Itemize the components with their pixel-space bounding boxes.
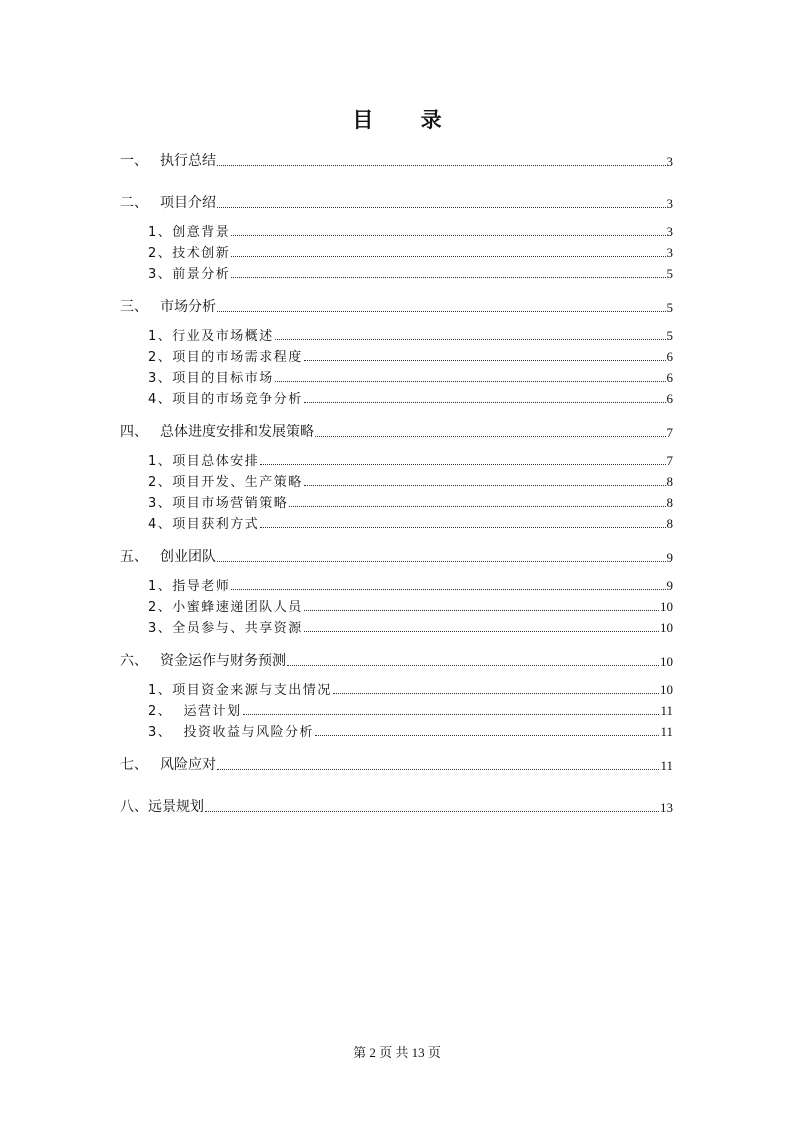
dot-leader: [333, 693, 659, 694]
toc-entry-title: 前景分析: [172, 267, 231, 282]
toc-page-number: 11: [660, 724, 673, 739]
toc-entry-title: 资金运作与财务预测: [160, 653, 286, 669]
toc-page-number: 6: [666, 370, 673, 385]
toc-page-number: 11: [660, 758, 673, 773]
dot-leader: [275, 339, 666, 340]
toc-entry-title: 远景规划: [148, 799, 204, 815]
toc-entry-number: 二、: [120, 195, 148, 211]
dot-leader: [231, 235, 665, 236]
toc-subsection-entry[interactable]: [148, 574, 673, 594]
dot-leader: [231, 589, 665, 590]
toc-entry-title: 小蜜蜂速递团队人员: [172, 600, 303, 615]
toc-page-number: 6: [666, 391, 673, 406]
toc-entry-title: 创业团队: [160, 549, 216, 565]
toc-subsection-entry[interactable]: [148, 720, 673, 740]
dot-leader: [275, 381, 666, 382]
toc-entry-number: 3、: [148, 496, 173, 511]
dot-leader: [217, 165, 666, 166]
dot-leader: [217, 207, 666, 208]
toc-section-entry[interactable]: [120, 296, 673, 316]
toc-subsection-entry[interactable]: [148, 678, 673, 698]
toc-subsection-entry[interactable]: [148, 699, 673, 719]
dot-leader: [217, 311, 666, 312]
toc-subsection-entry[interactable]: [148, 470, 673, 490]
dot-leader: [287, 665, 659, 666]
toc-page-number: 10: [660, 620, 673, 635]
dot-leader: [304, 631, 659, 632]
toc-entry-number: 七、: [120, 757, 148, 773]
toc-page-number: 8: [666, 474, 673, 489]
toc-entry-number: 五、: [120, 549, 148, 565]
toc-entry-number: 4、: [148, 517, 173, 532]
toc-subsection-entry[interactable]: [148, 262, 673, 282]
toc-entry-title: 项目的目标市场: [172, 371, 274, 386]
toc-page-number: 13: [660, 800, 673, 815]
toc-entry-number: 1、: [148, 225, 173, 240]
toc-page-number: 8: [666, 516, 673, 531]
toc-entry-title: 项目开发、生产策略: [172, 475, 303, 490]
toc-entry-title: 总体进度安排和发展策略: [160, 424, 314, 440]
dot-leader: [289, 506, 665, 507]
toc-subsection-entry[interactable]: [148, 595, 673, 615]
dot-leader: [231, 277, 665, 278]
toc-subsection-entry[interactable]: [148, 387, 673, 407]
toc-page-number: 3: [666, 196, 673, 211]
dot-leader: [217, 769, 659, 770]
toc-entry-title: 项目市场营销策略: [172, 496, 289, 511]
toc-entry-number: 2、: [148, 600, 173, 615]
toc-entry-number: 3、: [148, 725, 173, 740]
toc-entry-number: 四、: [120, 424, 148, 440]
toc-subsection-entry[interactable]: [148, 220, 673, 240]
toc-page-number: 10: [660, 682, 673, 697]
toc-page-number: 3: [666, 154, 673, 169]
toc-page-number: 8: [666, 495, 673, 510]
dot-leader: [304, 610, 659, 611]
toc-entry-title: 指导老师: [172, 579, 231, 594]
toc-entry-title: 风险应对: [160, 757, 216, 773]
toc-entry-title: 项目的市场需求程度: [172, 350, 303, 365]
toc-entry-number: 1、: [148, 683, 173, 698]
toc-entry-number: 六、: [120, 653, 148, 669]
dot-leader: [205, 811, 659, 812]
toc-subsection-entry[interactable]: [148, 616, 673, 636]
toc-page-number: 10: [660, 654, 673, 669]
toc-page-number: 10: [660, 599, 673, 614]
toc-entry-number: 3、: [148, 267, 173, 282]
toc-section-entry[interactable]: [120, 192, 673, 212]
toc-entry-title: 创意背景: [172, 225, 231, 240]
toc-entry-title: 技术创新: [172, 246, 231, 261]
toc-page-number: 11: [660, 703, 673, 718]
toc-page-number: 7: [666, 453, 673, 468]
toc-entry-number: 4、: [148, 392, 173, 407]
toc-entry-number: 2、: [148, 475, 173, 490]
toc-entry-number: 1、: [148, 579, 173, 594]
toc-section-entry[interactable]: [120, 546, 673, 566]
toc-section-entry[interactable]: [120, 421, 673, 441]
toc-entry-number: 2、: [148, 246, 173, 261]
toc-entry-number: 3、: [148, 621, 173, 636]
toc-entry-title: 项目的市场竞争分析: [172, 392, 303, 407]
toc-section-entry[interactable]: [120, 754, 673, 774]
toc-subsection-entry[interactable]: [148, 512, 673, 532]
dot-leader: [260, 464, 665, 465]
toc-entry-title: 项目获利方式: [172, 517, 260, 532]
toc-page-number: 9: [666, 578, 673, 593]
toc-entry-title: 项目介绍: [160, 195, 216, 211]
dot-leader: [315, 436, 666, 437]
toc-entry-title: 执行总结: [160, 153, 216, 169]
dot-leader: [243, 714, 660, 715]
dot-leader: [260, 527, 665, 528]
toc-page-number: 6: [666, 349, 673, 364]
toc-page-number: 9: [666, 550, 673, 565]
toc-entry-number: 1、: [148, 329, 173, 344]
toc-entry-number: 三、: [120, 299, 148, 315]
toc-page-number: 5: [666, 300, 673, 315]
toc-page-number: 5: [666, 328, 673, 343]
toc-subsection-entry[interactable]: [148, 366, 673, 386]
page-footer: 第 2 页 共 13 页: [353, 1045, 441, 1060]
dot-leader: [217, 561, 666, 562]
toc-subsection-entry[interactable]: [148, 241, 673, 261]
dot-leader: [231, 256, 665, 257]
dot-leader: [304, 485, 666, 486]
toc-subsection-entry[interactable]: [148, 491, 673, 511]
toc-entry-number: 八、: [120, 799, 148, 815]
toc-section-entry[interactable]: [120, 650, 673, 670]
toc-entry-title: 全员参与、共享资源: [172, 621, 303, 636]
toc-entry-number: 2、: [148, 704, 173, 719]
toc-entry-number: 1、: [148, 454, 173, 469]
toc-entry-title: 投资收益与风险分析: [172, 725, 315, 740]
toc-entry-title: 行业及市场概述: [172, 329, 274, 344]
toc-page-number: 5: [666, 266, 673, 281]
toc-subsection-entry[interactable]: [148, 345, 673, 365]
toc-entry-title: 项目资金来源与支出情况: [172, 683, 332, 698]
toc-section-entry[interactable]: [120, 150, 673, 170]
dot-leader: [315, 735, 659, 736]
toc-section-entry[interactable]: [120, 796, 673, 816]
toc-entry-number: 一、: [120, 153, 148, 169]
toc-subsection-entry[interactable]: [148, 324, 673, 344]
page-title: 目 录: [352, 108, 462, 132]
toc-page-number: 3: [666, 224, 673, 239]
toc-page-number: 7: [666, 425, 673, 440]
dot-leader: [304, 360, 666, 361]
toc-entry-title: 项目总体安排: [172, 454, 260, 469]
toc-page-number: 3: [666, 245, 673, 260]
dot-leader: [304, 402, 666, 403]
toc-entry-title: 运营计划: [172, 704, 242, 719]
toc-entry-title: 市场分析: [160, 299, 216, 315]
toc-entry-number: 2、: [148, 350, 173, 365]
toc-entry-number: 3、: [148, 371, 173, 386]
toc-subsection-entry[interactable]: [148, 449, 673, 469]
